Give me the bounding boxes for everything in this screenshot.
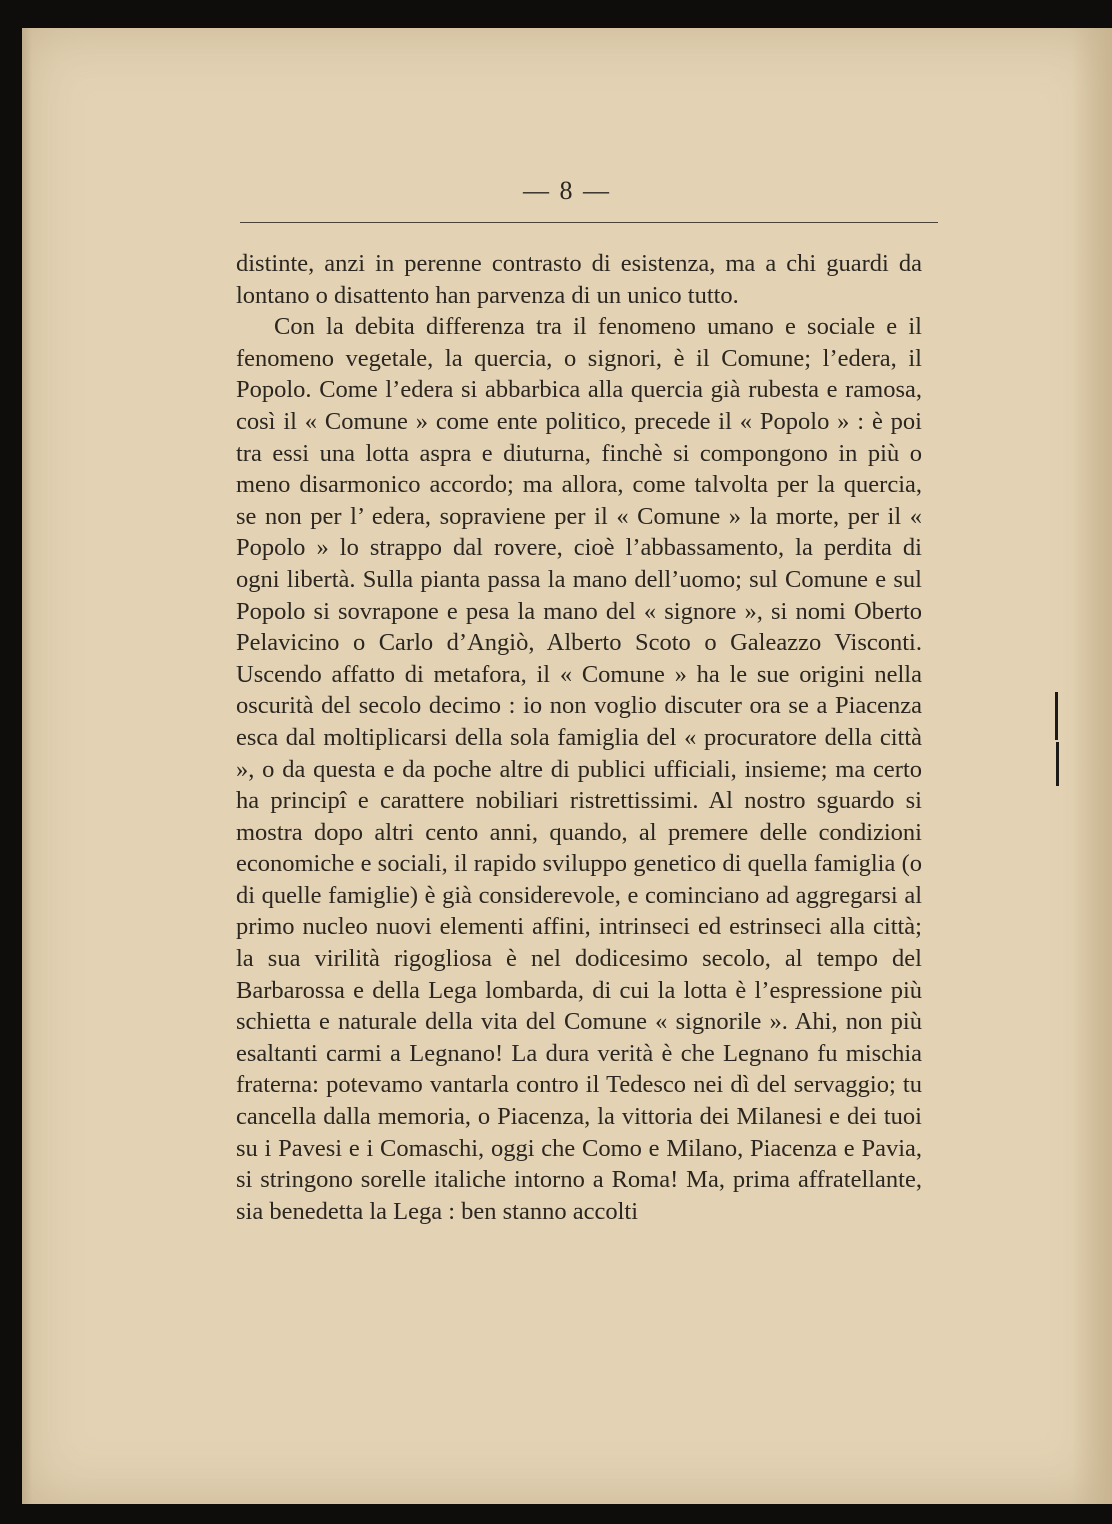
- page-edge-mark: [1055, 692, 1058, 740]
- paragraph-comune-popolo: Con la debita differenza tra il fenomeno umano e sociale e il fenomeno vegetale, la quercia, o signori, è il Comune; l’edera, il Popolo. Come l’edera si abbarbica alla quercia già rubesta e ramosa, così il « Comune » come ente politico, precede il « Popolo » : è poi tra essi una lotta aspra e diuturna, finchè si compongono in più o meno disarmonico accordo; ma allora, come talvolta per la quercia, se non per l’ edera, sopraviene per il « Comune » la morte, per il « Popolo » lo strappo dal rovere, cioè l’abbassamento, la perdita di ogni libertà. Sulla pianta passa la mano dell’uomo; sul Comune e sul Popolo si sovrapone e pesa la mano del « signore », si nomi Oberto Pelavicino o Carlo d’Angiò, Alberto Scoto o Galeazzo Visconti. Uscendo affatto di metafora, il « Comune » ha le sue origini nella oscurità del secolo decimo : io non voglio discuter ora se a Piacenza esca dal moltiplicarsi della sola famiglia del « procuratore della città », o da questa e da poche altre di publici ufficiali, insieme; ma certo ha principî e carattere nobiliari ristrettissimi. Al nostro sguardo si mostra dopo altri cento anni, quando, al premere delle condizioni economiche e sociali, il rapido sviluppo genetico di quella famiglia (o di quelle famiglie) è già considerevole, e cominciano ad aggregarsi al primo nucleo nuovi elementi affini, intrinseci ed estrinseci alla città; la sua virilità rigogliosa è nel dodicesimo secolo, al tempo del Barbarossa e della Lega lombarda, di cui la lotta è l’espressione più schietta e naturale della vita del Comune « signorile ». Ahi, non più esaltanti carmi a Legnano! La dura verità è che Legnano fu mischia fraterna: potevamo vantarla contro il Tedesco nei dì del servaggio; tu cancella dalla memoria, o Piacenza, la vittoria dei Milanesi e dei tuoi su i Pavesi e i Comaschi, oggi che Como e Milano, Piacenza e Pavia, si stringono sorelle italiche intorno a Roma! Ma, prima affratellante, sia benedetta la Lega : ben stanno accolti: [236, 313, 922, 1225]
- body-text: [236, 248, 922, 1227]
- paragraph-continuation: distinte, anzi in perenne contrasto di esistenza, ma a chi guardi da lontano o disattento han parvenza di un unico tutto.: [236, 250, 922, 309]
- book-page: [22, 28, 1112, 1504]
- page-number: — 8 —: [523, 176, 611, 205]
- header-rule: [240, 222, 938, 223]
- page-edge-mark: [1056, 742, 1059, 786]
